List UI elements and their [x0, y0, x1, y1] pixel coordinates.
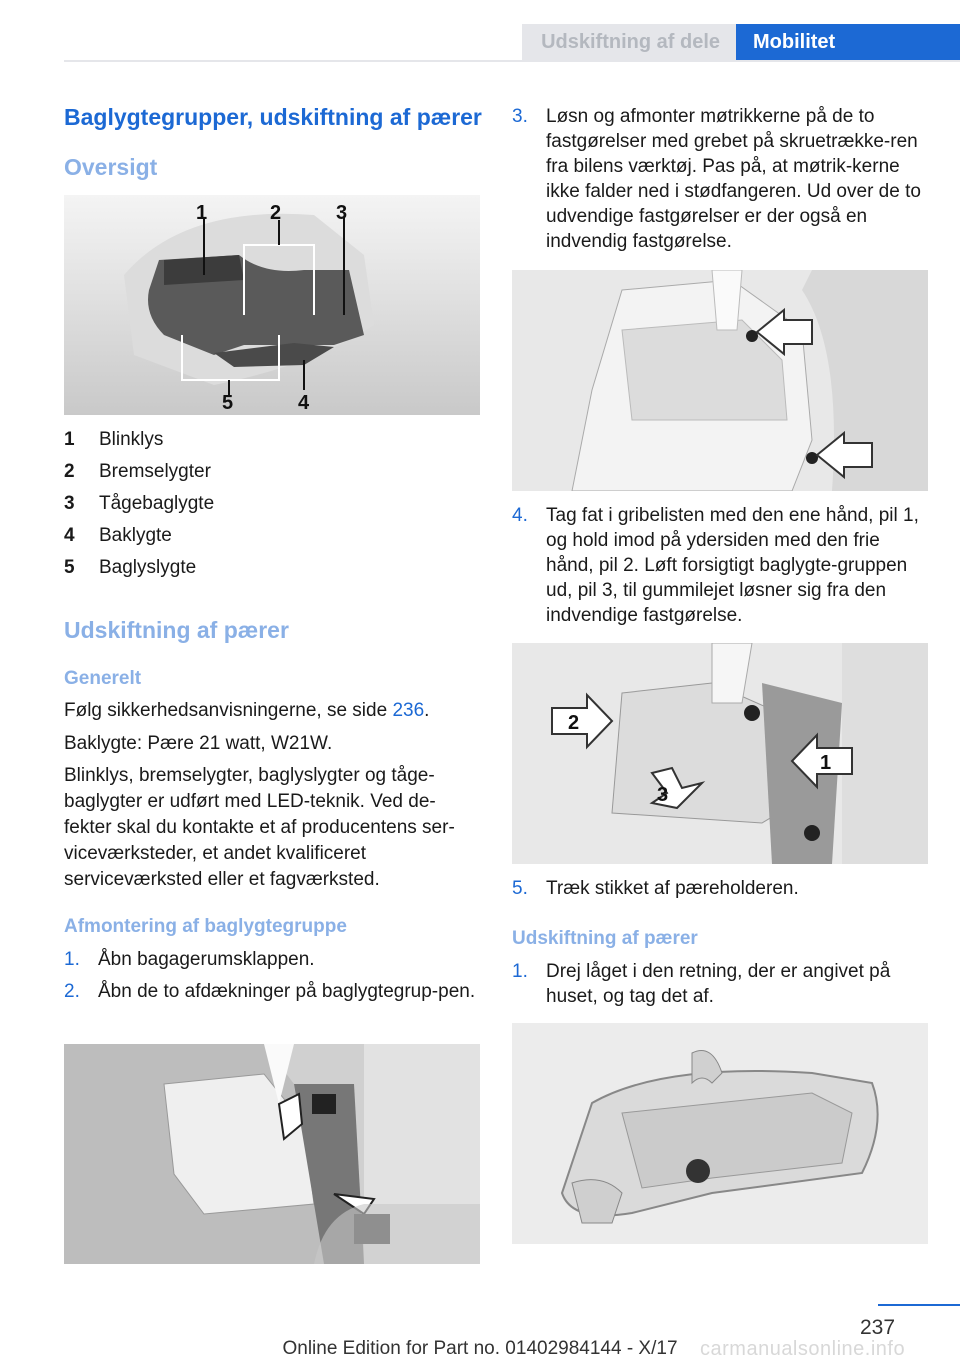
callout-label: 5 [222, 392, 234, 414]
arrow-number: 3 [657, 784, 669, 806]
legend-number: 1 [64, 429, 75, 450]
callout-label: 3 [336, 202, 348, 224]
step-number: 5. [512, 878, 528, 899]
page-header [0, 0, 960, 62]
safety-suffix: . [424, 700, 430, 721]
general-heading: Generelt [64, 668, 142, 689]
step-text: Åbn de to afdækninger på baglygtegrup-pen. [98, 981, 476, 1002]
step-number: 3. [512, 106, 528, 127]
step-number: 1. [512, 961, 528, 982]
step-text: Drej låget i den retning, der er angivet på huset, og tag det af. [546, 961, 891, 1007]
legend-number: 4 [64, 525, 75, 546]
section-tab: Udskiftning af dele [522, 24, 736, 60]
overview-heading: Oversigt [64, 154, 158, 180]
taillight-overview-figure [64, 195, 480, 415]
step-text: Træk stikket af pæreholderen. [546, 878, 799, 899]
removal-heading: Afmontering af baglygtegruppe [64, 916, 347, 937]
legend-label: Tågebaglygte [99, 493, 215, 514]
footer-rule [878, 1304, 960, 1306]
safety-reference [64, 698, 480, 724]
step-text: Åbn bagagerumsklappen. [98, 949, 315, 970]
housing-figure [512, 1023, 928, 1244]
callout-label: 4 [298, 392, 310, 414]
safety-text: Følg sikkerhedsanvisningerne, se side [64, 700, 393, 721]
step-number: 2. [64, 981, 80, 1002]
arrow-number: 1 [820, 752, 832, 774]
page-number: 237 [860, 1316, 896, 1339]
reverse-bulb-info: Baklygte: Pære 21 watt, W21W. [64, 733, 333, 754]
legend-number: 3 [64, 493, 75, 514]
watermark: carmanualsonline.info [700, 1338, 906, 1360]
lift-out-figure [512, 643, 928, 864]
legend-label: Blinklys [99, 429, 164, 450]
legend-label: Baglyslygte [99, 557, 197, 578]
replace-heading: Udskiftning af pærer [64, 617, 289, 643]
legend-number: 2 [64, 461, 75, 482]
step-number: 4. [512, 505, 528, 526]
step-number: 1. [64, 949, 80, 970]
legend-label: Bremselygter [99, 461, 211, 482]
arrow-number: 2 [568, 712, 580, 734]
led-note: Blinklys, bremselygter, baglyslygter og tåge-baglygter er udført med LED-teknik. Ved de-fekter skal du kontakte et af producentens ser-viceværksteder, et andet kvalificeret serviceværksted eller et fagværksted. [64, 765, 455, 890]
step-text: Tag fat i gribelisten med den ene hånd, pil 1, og hold imod på ydersiden med den frie hånd, pil 2. Løft forsigtigt baglygte-gruppen ud, pil 3, til gummilejet løsner sig fra den indvendige fastgørelse. [546, 505, 919, 626]
callout-label: 2 [270, 202, 282, 224]
edition-note: Online Edition for Part no. 01402984144 - X/17 [282, 1338, 678, 1359]
legend-number: 5 [64, 557, 75, 578]
nut-removal-figure [512, 270, 928, 491]
section-title: Baglygtegrupper, udskiftning af pærer [64, 104, 482, 130]
page-link[interactable]: 236 [392, 700, 425, 721]
cover-removal-figure [64, 1044, 480, 1264]
bulb-heading: Udskiftning af pærer [512, 928, 698, 949]
callout-label: 1 [196, 202, 208, 224]
legend-label: Baklygte [99, 525, 172, 546]
step-text: Løsn og afmonter møtrikkerne på de to fastgørelser med grebet på skruetrække-ren fra bilens værktøj. Pas på, at møtrik-kerne ikke falder ned i stødfangeren. Ud over de to udvendige fastgørelser er der også en indvendig fastgørelse. [546, 106, 921, 252]
chapter-tab: Mobilitet [736, 24, 960, 60]
header-divider [64, 60, 960, 62]
